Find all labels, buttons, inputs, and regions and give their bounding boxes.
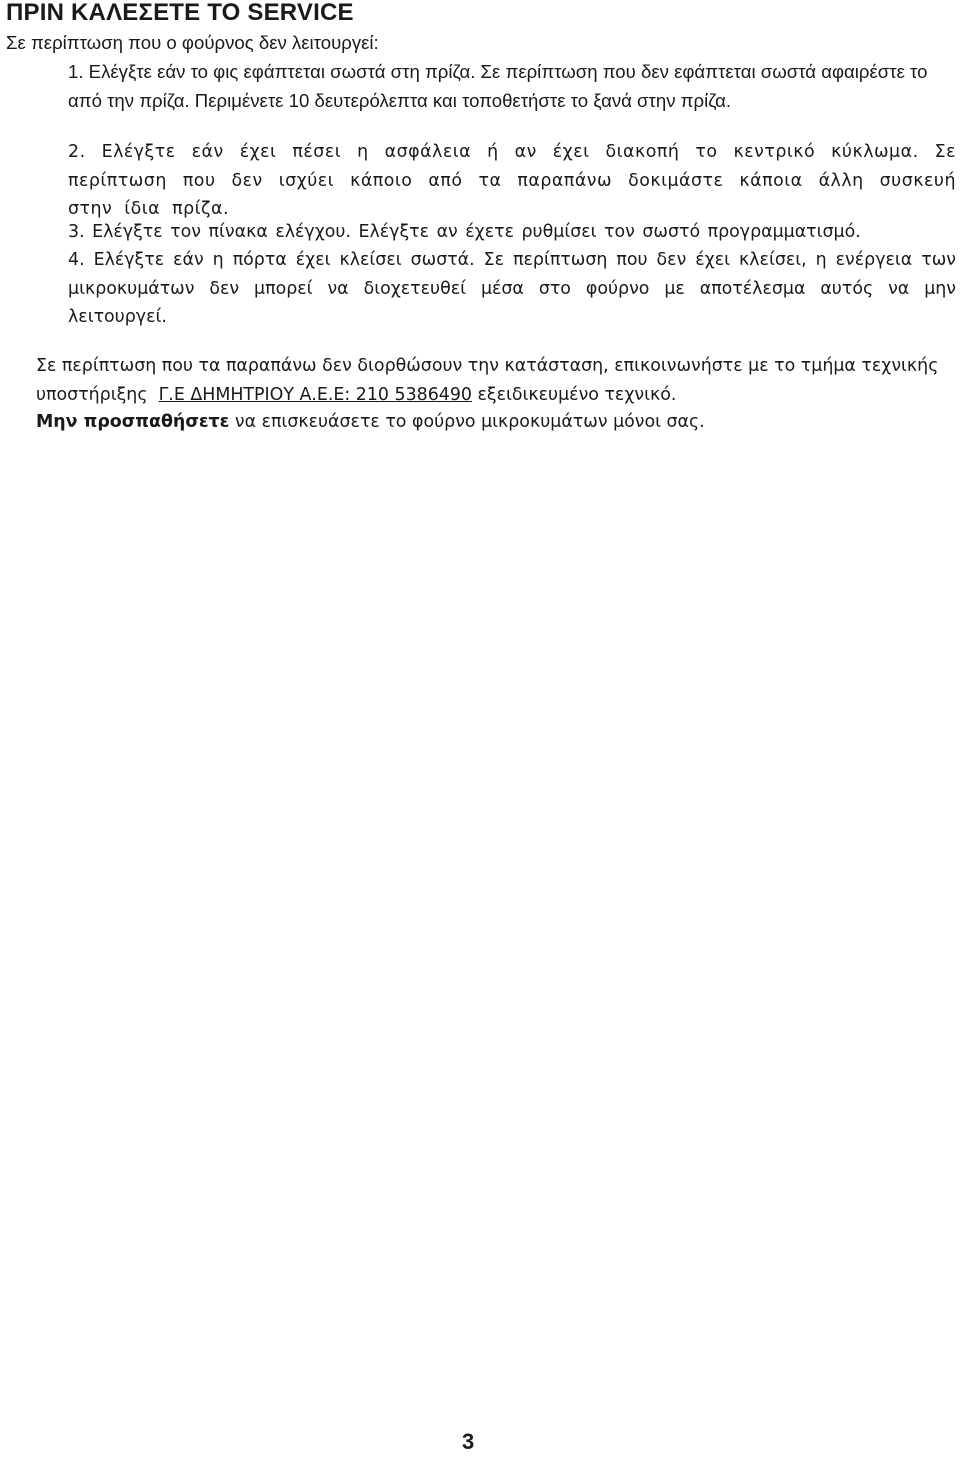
checklist-item-1: 1. Ελέγξτε εάν το φις εφάπτεται σωστά στη πρίζα. Σε περίπτωση που δεν εφάπτεται σωστά αφαιρέστε το από την πρίζα. Περιμένετε 10 δευτερόλεπτα και τοποθετήστε το ξανά στην πρίζα. [68, 61, 928, 111]
checklist-item-2: 2. Ελέγξτε εάν έχει πέσει η ασφάλεια ή αν έχει διακοπή το κεντρικό κύκλωμα. Σε περίπτωση που δεν ισχύει κάποιο από τα παραπάνω δοκιμάστε κάποια άλλη συσκευή στην ίδια πρίζα. [68, 142, 956, 219]
support-contact-paragraph [36, 352, 956, 409]
intro-text: Σε περίπτωση που ο φούρνος δεν λειτουργεί: [6, 32, 379, 53]
support-company-phone: Γ.Ε ΔΗΜΗΤΡΙΟΥ Α.Ε.Ε: 210 5386490 [158, 384, 472, 405]
page-title: ΠΡΙΝ ΚΑΛΕΣΕΤΕ ΤΟ SERVICE [6, 0, 354, 26]
repair-warning-emphasis: Μην προσπαθήσετε [36, 412, 230, 432]
support-contact-text: Σε περίπτωση που τα παραπάνω δεν διορθώσουν την κατάσταση, επικοινωνήστε με το τμήμα τεχνικής υποστήριξης [36, 356, 939, 405]
repair-warning-text: να επισκευάσετε το φούρνο μικροκυμάτων μόνοι σας. [234, 412, 705, 432]
checklist-item-3: 3. Ελέγξτε τον πίνακα ελέγχου. Ελέγξτε αν έχετε ρυθμίσει τον σωστό προγραμματισμό. [68, 222, 861, 242]
page-number: 3 [462, 1429, 475, 1454]
repair-warning [36, 408, 705, 437]
checklist-item-4: 4. Ελέγξτε εάν η πόρτα έχει κλείσει σωστά. Σε περίπτωση που δεν έχει κλείσει, η ενέργεια των μικροκυμάτων δεν μπορεί να διοχετευθεί μέσα στο φούρνο με αποτέλεσμα αυτός να μην λειτουργεί. [68, 250, 956, 327]
support-contact-suffix: εξειδικευμένο τεχνικό. [477, 384, 677, 405]
